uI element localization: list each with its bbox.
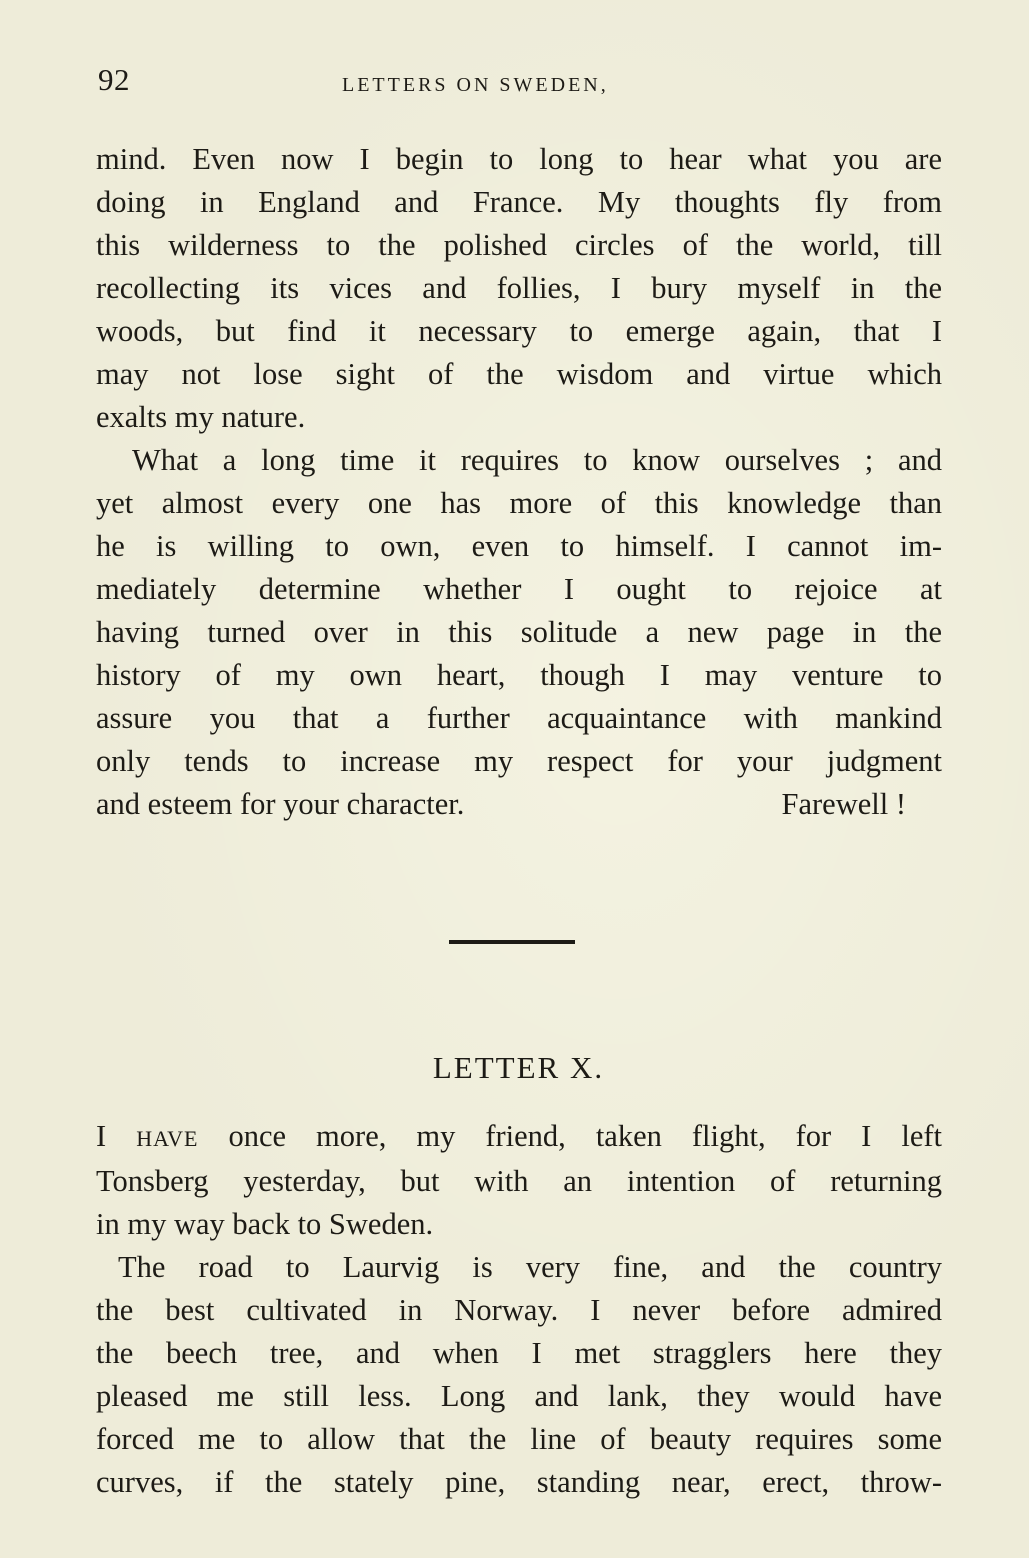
text-line: only tends to increase my respect for your judgment bbox=[96, 744, 942, 778]
text-line: yet almost every one has more of this knowledge than bbox=[96, 486, 942, 520]
section-divider-rule bbox=[449, 940, 575, 944]
text-line: The road to Laurvig is very fine, and the country bbox=[118, 1250, 942, 1284]
text-line: the best cultivated in Norway. I never before admired bbox=[96, 1293, 942, 1327]
text-line bbox=[96, 1115, 942, 1160]
text-line: forced me to allow that the line of beauty requires some bbox=[96, 1422, 942, 1456]
letter-heading: LETTER X. bbox=[432, 1050, 605, 1085]
paragraph bbox=[96, 439, 942, 826]
text-line: assure you that a further acquaintance with mankind bbox=[96, 701, 942, 735]
text-line: in my way back to Sweden. bbox=[96, 1207, 434, 1241]
text-line: having turned over in this solitude a new page in the bbox=[96, 615, 942, 649]
letter-x-text bbox=[96, 1115, 942, 1504]
closing-text: and esteem for your character. bbox=[96, 787, 465, 821]
text-line: Tonsberg yesterday, but with an intention of returning bbox=[96, 1164, 942, 1198]
opening-smallcaps-word: HAVE bbox=[136, 1126, 199, 1151]
letter-ix-closing-text bbox=[96, 138, 942, 826]
text-line: he is willing to own, even to himself. I cannot im- bbox=[96, 529, 942, 563]
text-line: curves, if the stately pine, standing near, erect, throw- bbox=[96, 1465, 942, 1499]
page-header bbox=[96, 62, 942, 102]
text-line: pleased me still less. Long and lank, they would have bbox=[96, 1379, 942, 1413]
text-line: exalts my nature. bbox=[96, 400, 306, 434]
text-line: mind. Even now I begin to long to hear what you are bbox=[96, 142, 942, 176]
text-line: history of my own heart, though I may venture to bbox=[96, 658, 942, 692]
closing-line bbox=[96, 783, 942, 826]
text-line: What a long time it requires to know ourselves ; and bbox=[132, 443, 942, 477]
first-line-rest: once more, my friend, taken flight, for I left bbox=[198, 1119, 942, 1153]
text-line: recollecting its vices and follies, I bury myself in the bbox=[96, 271, 942, 305]
paragraph bbox=[96, 1246, 942, 1504]
opening-word: I bbox=[96, 1119, 107, 1153]
text-line: doing in England and France. My thoughts fly from bbox=[96, 185, 942, 219]
running-head: LETTERS ON SWEDEN, bbox=[342, 74, 609, 96]
paragraph bbox=[96, 1115, 942, 1246]
farewell-signoff: Farewell ! bbox=[781, 787, 906, 821]
text-line: the beech tree, and when I met stragglers here they bbox=[96, 1336, 942, 1370]
paragraph-continued bbox=[96, 138, 942, 439]
text-line: may not lose sight of the wisdom and virtue which bbox=[96, 357, 942, 391]
text-line: mediately determine whether I ought to rejoice at bbox=[96, 572, 942, 606]
text-line: woods, but find it necessary to emerge again, that I bbox=[96, 314, 942, 348]
page-number: 92 bbox=[98, 62, 130, 97]
text-line: this wilderness to the polished circles of the world, till bbox=[96, 228, 942, 262]
